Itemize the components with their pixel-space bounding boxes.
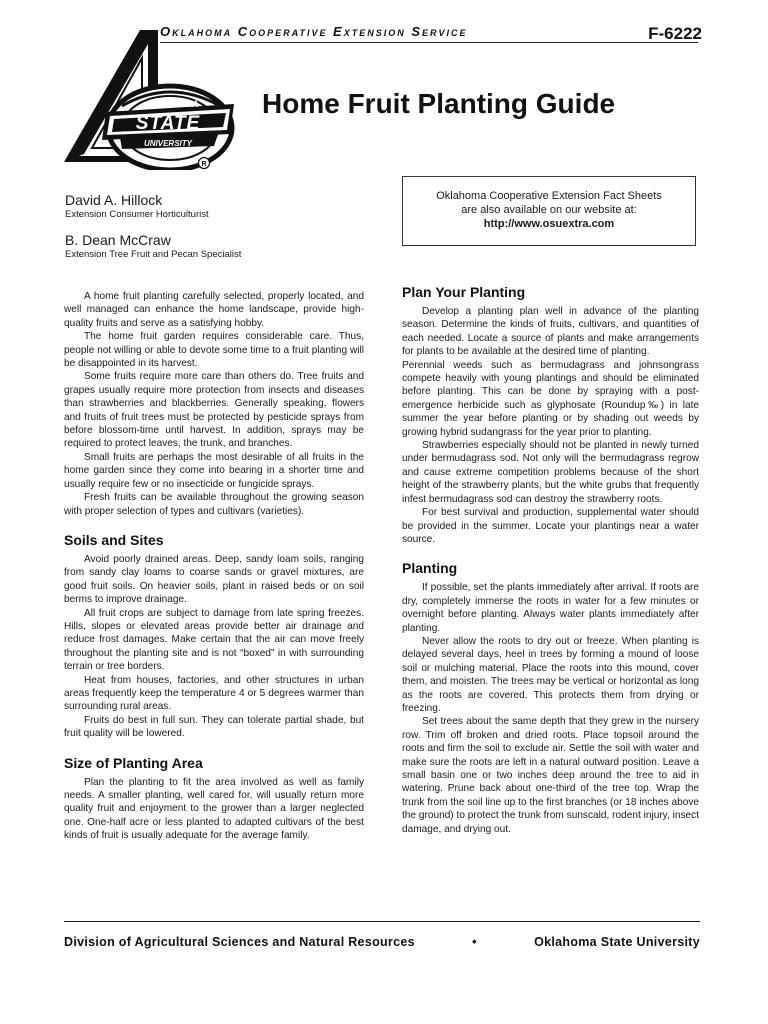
footer-university: Oklahoma State University bbox=[534, 935, 700, 949]
fact-sheet-number: F-6222 bbox=[648, 24, 702, 43]
header-divider bbox=[160, 42, 698, 43]
logo-text-middle: STATE bbox=[135, 113, 201, 134]
plan-paragraph: Perennial weeds such as bermudagrass and johnsongrass compete heavily with young plantings and should be eliminated before planting. This can be done by spraying with a post-emergence herbicide such as glyphosate (Roundup‰) in late summer the year before planting or by shading out weeds by growing hybrid sudangrass for the year prior to planting. bbox=[402, 359, 699, 438]
intro-paragraph: Some fruits require more care than others do. Tree fruits and grapes usually require more protection from insects and diseases than strawberries and blackberries. Generally speaking, flowers and fruits of fruit trees must be protected by pesticide sprays from before blossom-time until harvest. In addition, sprays may be required to protect leaves, the trunk, and branches. bbox=[64, 371, 364, 450]
author-1-name: David A. Hillock bbox=[65, 192, 163, 208]
right-column bbox=[402, 284, 699, 836]
author-2-name: B. Dean McCraw bbox=[65, 232, 171, 248]
plan-paragraph: Strawberries especially should not be planted in newly turned under bermudagrass sod. Not only will the bermudagrass regrow and cause extreme competition problems because of the short height of the strawberry plants, but the white grubs that frequently infest bermudagrass sod can destroy the strawberry roots. bbox=[402, 440, 699, 505]
planting-paragraph: If possible, set the plants immediately after arrival. If roots are dry, completely immerse the roots in water for a few minutes or overnight before planting. Always water plants immediately after planting. bbox=[402, 582, 699, 634]
intro-paragraph: Small fruits are perhaps the most desirable of all fruits in the home garden since they come into bearing in a shorter time and usually require few or no insecticide or fungicide sprays. bbox=[64, 451, 364, 490]
notice-line-1: Oklahoma Cooperative Extension Fact Sheets bbox=[436, 190, 662, 202]
logo-text-bottom: UNIVERSITY bbox=[143, 139, 193, 148]
left-column bbox=[64, 290, 364, 843]
size-paragraph: Plan the planting to fit the area involved as well as family needs. A smaller planting, well cared for, will usually return more quality fruit and enjoyment to the grower than a larger neglected one. One-half acre or less planted to adapted cultivars of the best kinds of fruit is usually adequate for the average family. bbox=[64, 776, 364, 842]
plan-heading: Plan Your Planting bbox=[402, 284, 526, 300]
intro-paragraph: Fresh fruits can be available throughout the growing season with proper selection of types and cultivars (varieties). bbox=[64, 492, 364, 517]
website-notice-box bbox=[402, 176, 696, 246]
notice-line-2: are also available on our website at: bbox=[461, 204, 637, 216]
extension-service-name: Oklahoma Cooperative Extension Service bbox=[160, 24, 468, 39]
intro-paragraph: The home fruit garden requires considerable care. Thus, people not willing or able to devote some time to a fruit planting will be disappointed in its harvest. bbox=[64, 331, 364, 370]
soils-paragraph: All fruit crops are subject to damage from late spring freezes. Hills, slopes or elevated areas provide better air drainage and reduce frost damages. Make certain that the air can move freely throughout the planting site and is not “boxed” in with surrounding terrain or tree borders. bbox=[64, 607, 364, 673]
logo-text-top: OKLAHOMA bbox=[145, 99, 199, 109]
author-1-role: Extension Consumer Horticulturist bbox=[65, 209, 209, 220]
notice-url-link[interactable]: http://www.osuextra.com bbox=[483, 218, 615, 230]
soils-paragraph: Avoid poorly drained areas. Deep, sandy loam soils, ranging from sandy clay loams to coarse sands or gravel mixtures, are good fruit soils. On heavier soils, plant in raised beds or on soil berms to improve drainage. bbox=[64, 553, 364, 606]
size-heading: Size of Planting Area bbox=[64, 754, 203, 771]
author-2-role: Extension Tree Fruit and Pecan Specialist bbox=[65, 249, 242, 260]
planting-paragraph: Set trees about the same depth that they grew in the nursery row. Trim off broken and dried roots. Place topsoil around the roots and firm the soil to exclude air. Settle the soil with water and make sure the roots are left in a natural outward position. Leave a small basin one or two inches deep around the tree to aid in watering. Prune back about one-third of the tree top. Wrap the trunk from the soil line up to the first branches (or 18 inches above the ground) to protect the trunk from sunscald, rodent injury, insect damage, and drying out. bbox=[402, 716, 699, 835]
soils-paragraph: Fruits do best in full sun. They can tolerate partial shade, but fruit quality will be lowered. bbox=[64, 714, 364, 740]
osu-logo-icon bbox=[62, 28, 242, 170]
footer-divider bbox=[64, 921, 700, 922]
soils-heading: Soils and Sites bbox=[64, 531, 164, 548]
registered-mark: R bbox=[201, 161, 207, 168]
soils-paragraph: Heat from houses, factories, and other structures in urban areas frequently keep the temperature 4 or 5 degrees warmer than surrounding rural areas. bbox=[64, 674, 364, 713]
page-title: Home Fruit Planting Guide bbox=[262, 88, 616, 119]
footer bbox=[64, 935, 700, 949]
planting-heading: Planting bbox=[402, 560, 458, 577]
intro-paragraph: A home fruit planting carefully selected, properly located, and well managed can enhance the home landscape, provide high-quality fruits and serve as a satisfying hobby. bbox=[64, 291, 364, 329]
footer-division: Division of Agricultural Sciences and Natural Resources bbox=[64, 935, 415, 949]
plan-paragraph: For best survival and production, supplemental water should be provided in the summer. Locate your plantings near a water source. bbox=[402, 507, 699, 545]
footer-bullet: • bbox=[472, 935, 477, 949]
plan-paragraph: Develop a planting plan well in advance of the planting season. Determine the kinds of fruits, cultivars, and quantities of each needed. Locate a source of plants and make arrangements for plants to be available at the desired time of planting. bbox=[402, 306, 699, 358]
planting-paragraph: Never allow the roots to dry out or freeze. When planting is delayed several days, heel in trees by forming a mound of loose soil or mulching material. Place the roots into this mound, cover them, and moisten. The trees may be vertical or horizontal as long as the roots are covered. This protects them from drying or freezing. bbox=[402, 635, 699, 714]
